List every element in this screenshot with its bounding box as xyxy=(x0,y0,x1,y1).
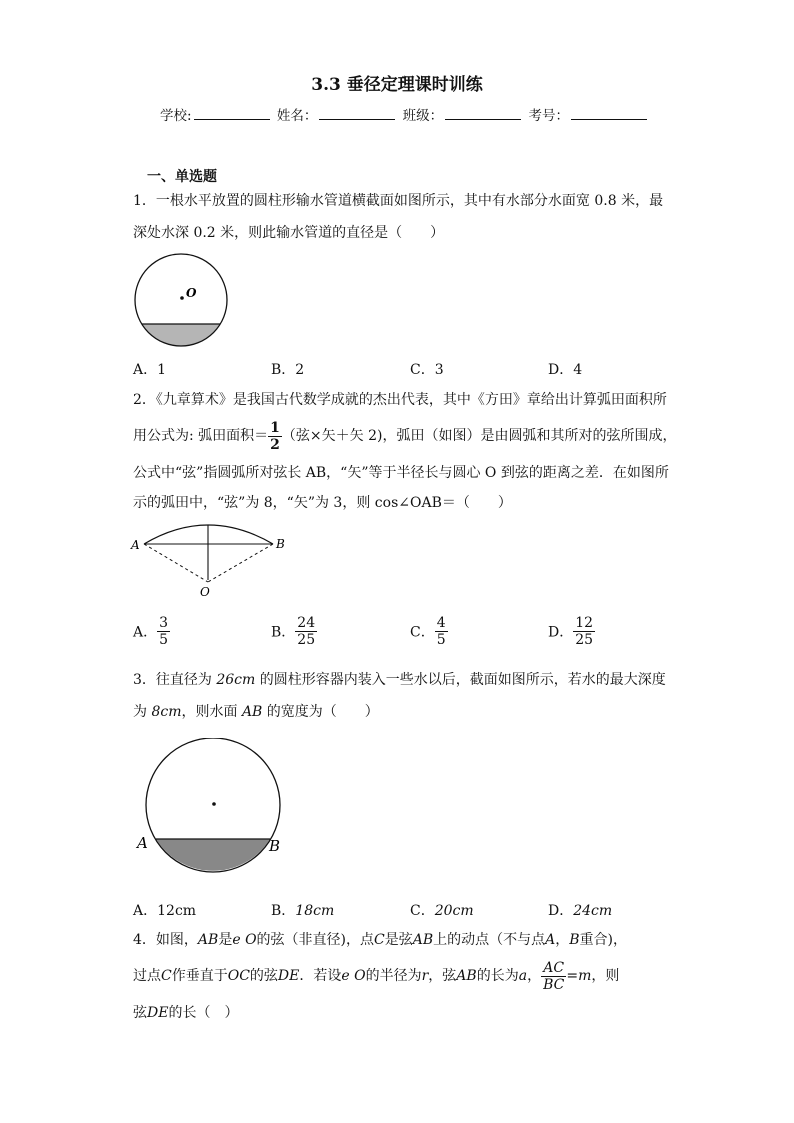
exam-number-blank[interactable] xyxy=(571,105,647,120)
q3-line-1: 3．往直径为 26cm 的圆柱形容器内装入一些水以后，截面如图所示，若水的最大深度 xyxy=(133,672,666,688)
q1-option-c[interactable]: C．3 xyxy=(410,362,444,378)
q2-label-b: B xyxy=(276,537,285,551)
q3-option-b[interactable]: B．18cm xyxy=(271,903,335,919)
q1-line-2: 深处水深 0.2 米，则此输水管道的直径是（ ） xyxy=(133,225,445,241)
exam-number-label: 考号： xyxy=(528,108,569,124)
page-title: 3.3 垂径定理课时训练 xyxy=(311,75,483,95)
q3-label-a: A xyxy=(137,834,148,852)
q3-water-region xyxy=(156,839,270,871)
q2-line-1: 2．《九章算术》是我国古代数学成就的杰出代表，其中《方田》章给出计算弧田面积所 xyxy=(133,392,667,408)
class-label: 班级： xyxy=(402,108,444,124)
school-label: 学校: xyxy=(160,108,192,124)
q2-option-c[interactable]: C． $\frac{4}{5}$ xyxy=(410,615,446,648)
q3-container-figure xyxy=(132,738,292,878)
q2-option-b[interactable]: B． $\frac{24}{25}$ xyxy=(271,615,316,648)
q3-option-a[interactable]: A．12cm xyxy=(133,903,197,919)
section-title: 一、单选题 xyxy=(147,169,217,185)
q4-line-2: 过点C作垂直于OC的弦DE．若设e O的半径为r，弦AB的长为a， $\frac{AC}{BC}$ =m，则 xyxy=(133,959,620,993)
q2-line-2: 用公式为: 弧田面积＝ $\frac{1}{2}$ （弦×矢＋矢 2)，弧田（如图）是由圆弧和其所对的弦所围成， xyxy=(133,419,677,453)
q3-label-b: B xyxy=(269,837,281,855)
q1-water-region xyxy=(142,324,220,346)
q2-option-a[interactable]: A． $\frac{3}{5}$ xyxy=(133,615,169,648)
q2-label-a: A xyxy=(131,538,140,552)
q3-center-point xyxy=(212,802,216,806)
q2-formula-fraction: $\frac{1}{2}$ xyxy=(270,419,280,453)
school-blank[interactable] xyxy=(194,105,270,120)
q3-option-d[interactable]: D．24cm xyxy=(548,903,613,919)
q1-option-b[interactable]: B．2 xyxy=(271,362,305,378)
class-blank[interactable] xyxy=(445,105,521,120)
q1-center-label: O xyxy=(186,286,197,300)
q2-option-d[interactable]: D． $\frac{12}{25}$ xyxy=(548,615,594,648)
q3-line-2: 为 8cm，则水面 AB 的宽度为（ ） xyxy=(133,704,379,720)
q4-line-1: 4．如图，AB是e O的弦（非直径)，点C是弦AB上的动点（不与点A，B重合)， xyxy=(133,932,628,948)
q1-center-point xyxy=(180,296,184,300)
q1-line-1: 1．一根水平放置的圆柱形输水管道横截面如图所示，其中有水部分水面宽 0.8 米，最 xyxy=(133,193,664,209)
q1-option-a[interactable]: A．1 xyxy=(133,362,167,378)
q2-line-3: 公式中“弦”指圆弧所对弦长 AB，“矢”等于半径长与圆心 O 到弦的距离之差．在如图所 xyxy=(133,465,669,481)
name-label: 姓名： xyxy=(276,108,318,124)
q4-line-3: 弦DE的长（ ） xyxy=(133,1005,239,1021)
q2-radius-ob xyxy=(208,544,273,582)
q2-radius-oa xyxy=(144,544,208,582)
q3-option-c[interactable]: C．20cm xyxy=(410,903,474,919)
name-blank[interactable] xyxy=(319,105,395,120)
q1-pipe-figure xyxy=(132,252,234,348)
q4-ratio-fraction: $\frac{AC}{BC}$ xyxy=(543,959,565,993)
q2-line-4: 示的弧田中，“弦”为 8，“矢”为 3，则 cos∠OAB＝（ ） xyxy=(133,495,512,511)
q2-arc-field-figure xyxy=(128,518,298,602)
student-info-line xyxy=(160,104,650,124)
q2-label-o: O xyxy=(200,585,210,599)
q1-option-d[interactable]: D．4 xyxy=(548,362,583,378)
